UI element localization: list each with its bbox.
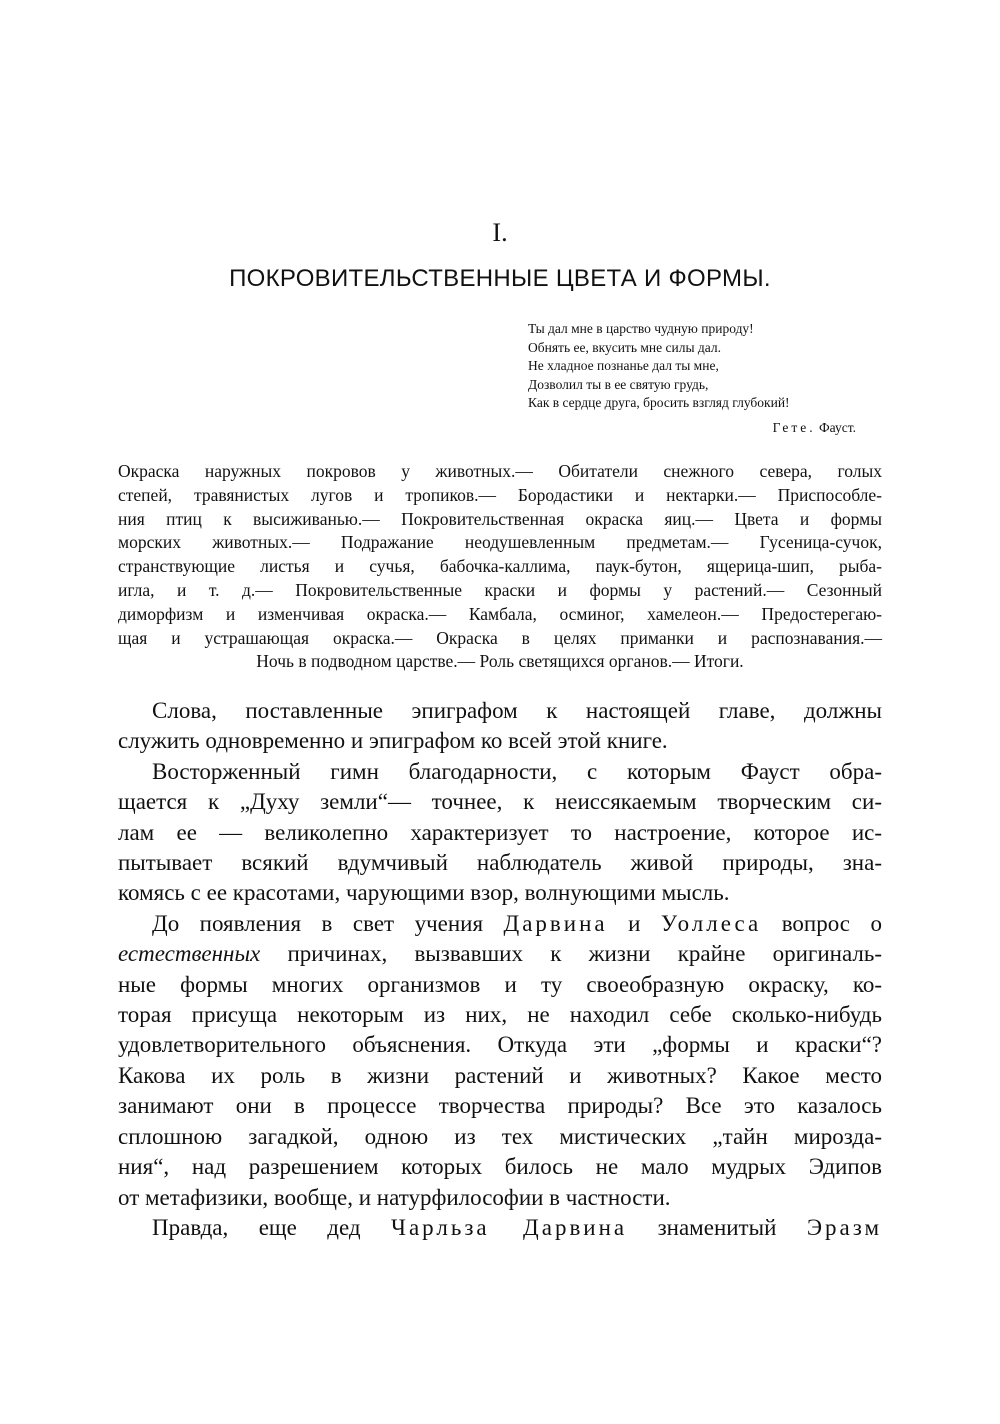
body-line: Восторженный гимн благодарности, с которым Фауст обра- [152,758,882,784]
name-erasmus: Эразм [806,1214,883,1240]
body-line: удовлетворительного объяснения. Откуда эти „формы и краски“? [118,1032,882,1058]
name-charles-darwin: Чарльза Дарвина [391,1214,628,1240]
summary-line: Ночь в подводном царстве.— Роль светящихся органов.— Итоги. [256,651,744,672]
summary-line: игла, и т. д.— Покровительственные краски и формы у растений.— Сезонный [118,579,882,600]
epigraph-author: Гете. [772,419,816,435]
text-run: До появления в свет учения [152,910,484,936]
epigraph-line: Дозволил ты в ее святую грудь, [528,376,709,392]
body-line: торая присуща некоторым из них, не находил себе сколько-нибудь [118,1002,882,1028]
epigraph-source [528,419,908,438]
body-line: комясь с ее красотами, чарующими взор, волнующими мысль. [118,880,730,906]
epigraph-line: Не хладное познанье дал ты мне, [528,358,719,374]
body-line: Слова, поставленные эпиграфом к настоящей главе, должны [152,698,882,723]
summary-line: щая и устрашающая окраска.— Окраска в целях приманки и распознавания.— [118,627,882,648]
text-run: и [628,910,641,936]
summary-line: морских животных.— Подражание неодушевленным предметам.— Гусеница-сучок, [118,532,882,553]
summary-line: степей, травянистых лугов и тропиков.— Бородастики и нектарки.— Приспособле- [118,484,882,505]
body-line: служить одновременно и эпиграфом ко всей этой книге. [118,728,668,754]
body-line [118,939,882,969]
epigraph-line: Ты дал мне в царство чудную природу! [528,321,754,336]
epigraph-work: Фауст. [819,419,856,435]
summary-line: ния птиц к высиживанью.— Покровительственная окраска яиц.— Цвета и формы [118,508,882,529]
body-line: щается к „Духу земли“— точнее, к неиссякаемым творческим си- [118,789,882,815]
text-run: вопрос о [781,910,882,936]
chapter-number: I. [492,218,508,247]
text-run: причинах, вызвавших к жизни крайне оригиналь- [287,941,883,967]
body-line: ния“, над разрешением которых билось не мало мудрых Эдипов [118,1154,882,1180]
body-line: ные формы многих организмов и ту своеобразную окраску, ко- [118,971,882,997]
text-run: Правда, еще дед [152,1214,361,1240]
name-darwin: Дарвина [503,910,608,936]
body-line: пытывает всякий вдумчивый наблюдатель живой природы, зна- [118,850,882,876]
summary-line: диморфизм и изменчивая окраска.— Камбала, осминог, хамелеон.— Предостерегаю- [118,603,882,624]
italic-word: естественных [118,941,261,967]
text-run: знаменитый [657,1214,777,1240]
body-line [118,909,882,939]
body-line: лам ее — великолепно характеризует то настроение, которое ис- [118,819,882,845]
chapter-title: ПОКРОВИТЕЛЬСТВЕННЫЕ ЦВЕТА И ФОРМЫ. [229,265,771,292]
name-wallace: Уоллеса [660,910,762,936]
body-text [118,696,882,1243]
summary-line: странствующие листья и сучья, бабочка-каллима, паук-бутон, ящерица-шип, рыба- [118,556,882,577]
summary-line: Окраска наружных покровов у животных.— Обитатели снежного севера, голых [118,461,882,481]
epigraph-line: Обнять ее, вкусить мне силы дал. [528,339,721,355]
chapter-summary [118,460,882,674]
body-line: занимают они в процессе творчества природы? Все это казалось [118,1093,882,1119]
epigraph-line: Как в сердце друга, бросить взгляд глубокий! [528,395,790,411]
epigraph [528,320,908,438]
body-line [118,1213,882,1243]
body-line: сплошною загадкой, одною из тех мистических „тайн мирозда- [118,1123,882,1149]
body-line: от метафизики, вообще, и натурфилософии в частности. [118,1184,671,1210]
body-line: Какова их роль в жизни растений и животных? Какое место [118,1062,882,1088]
